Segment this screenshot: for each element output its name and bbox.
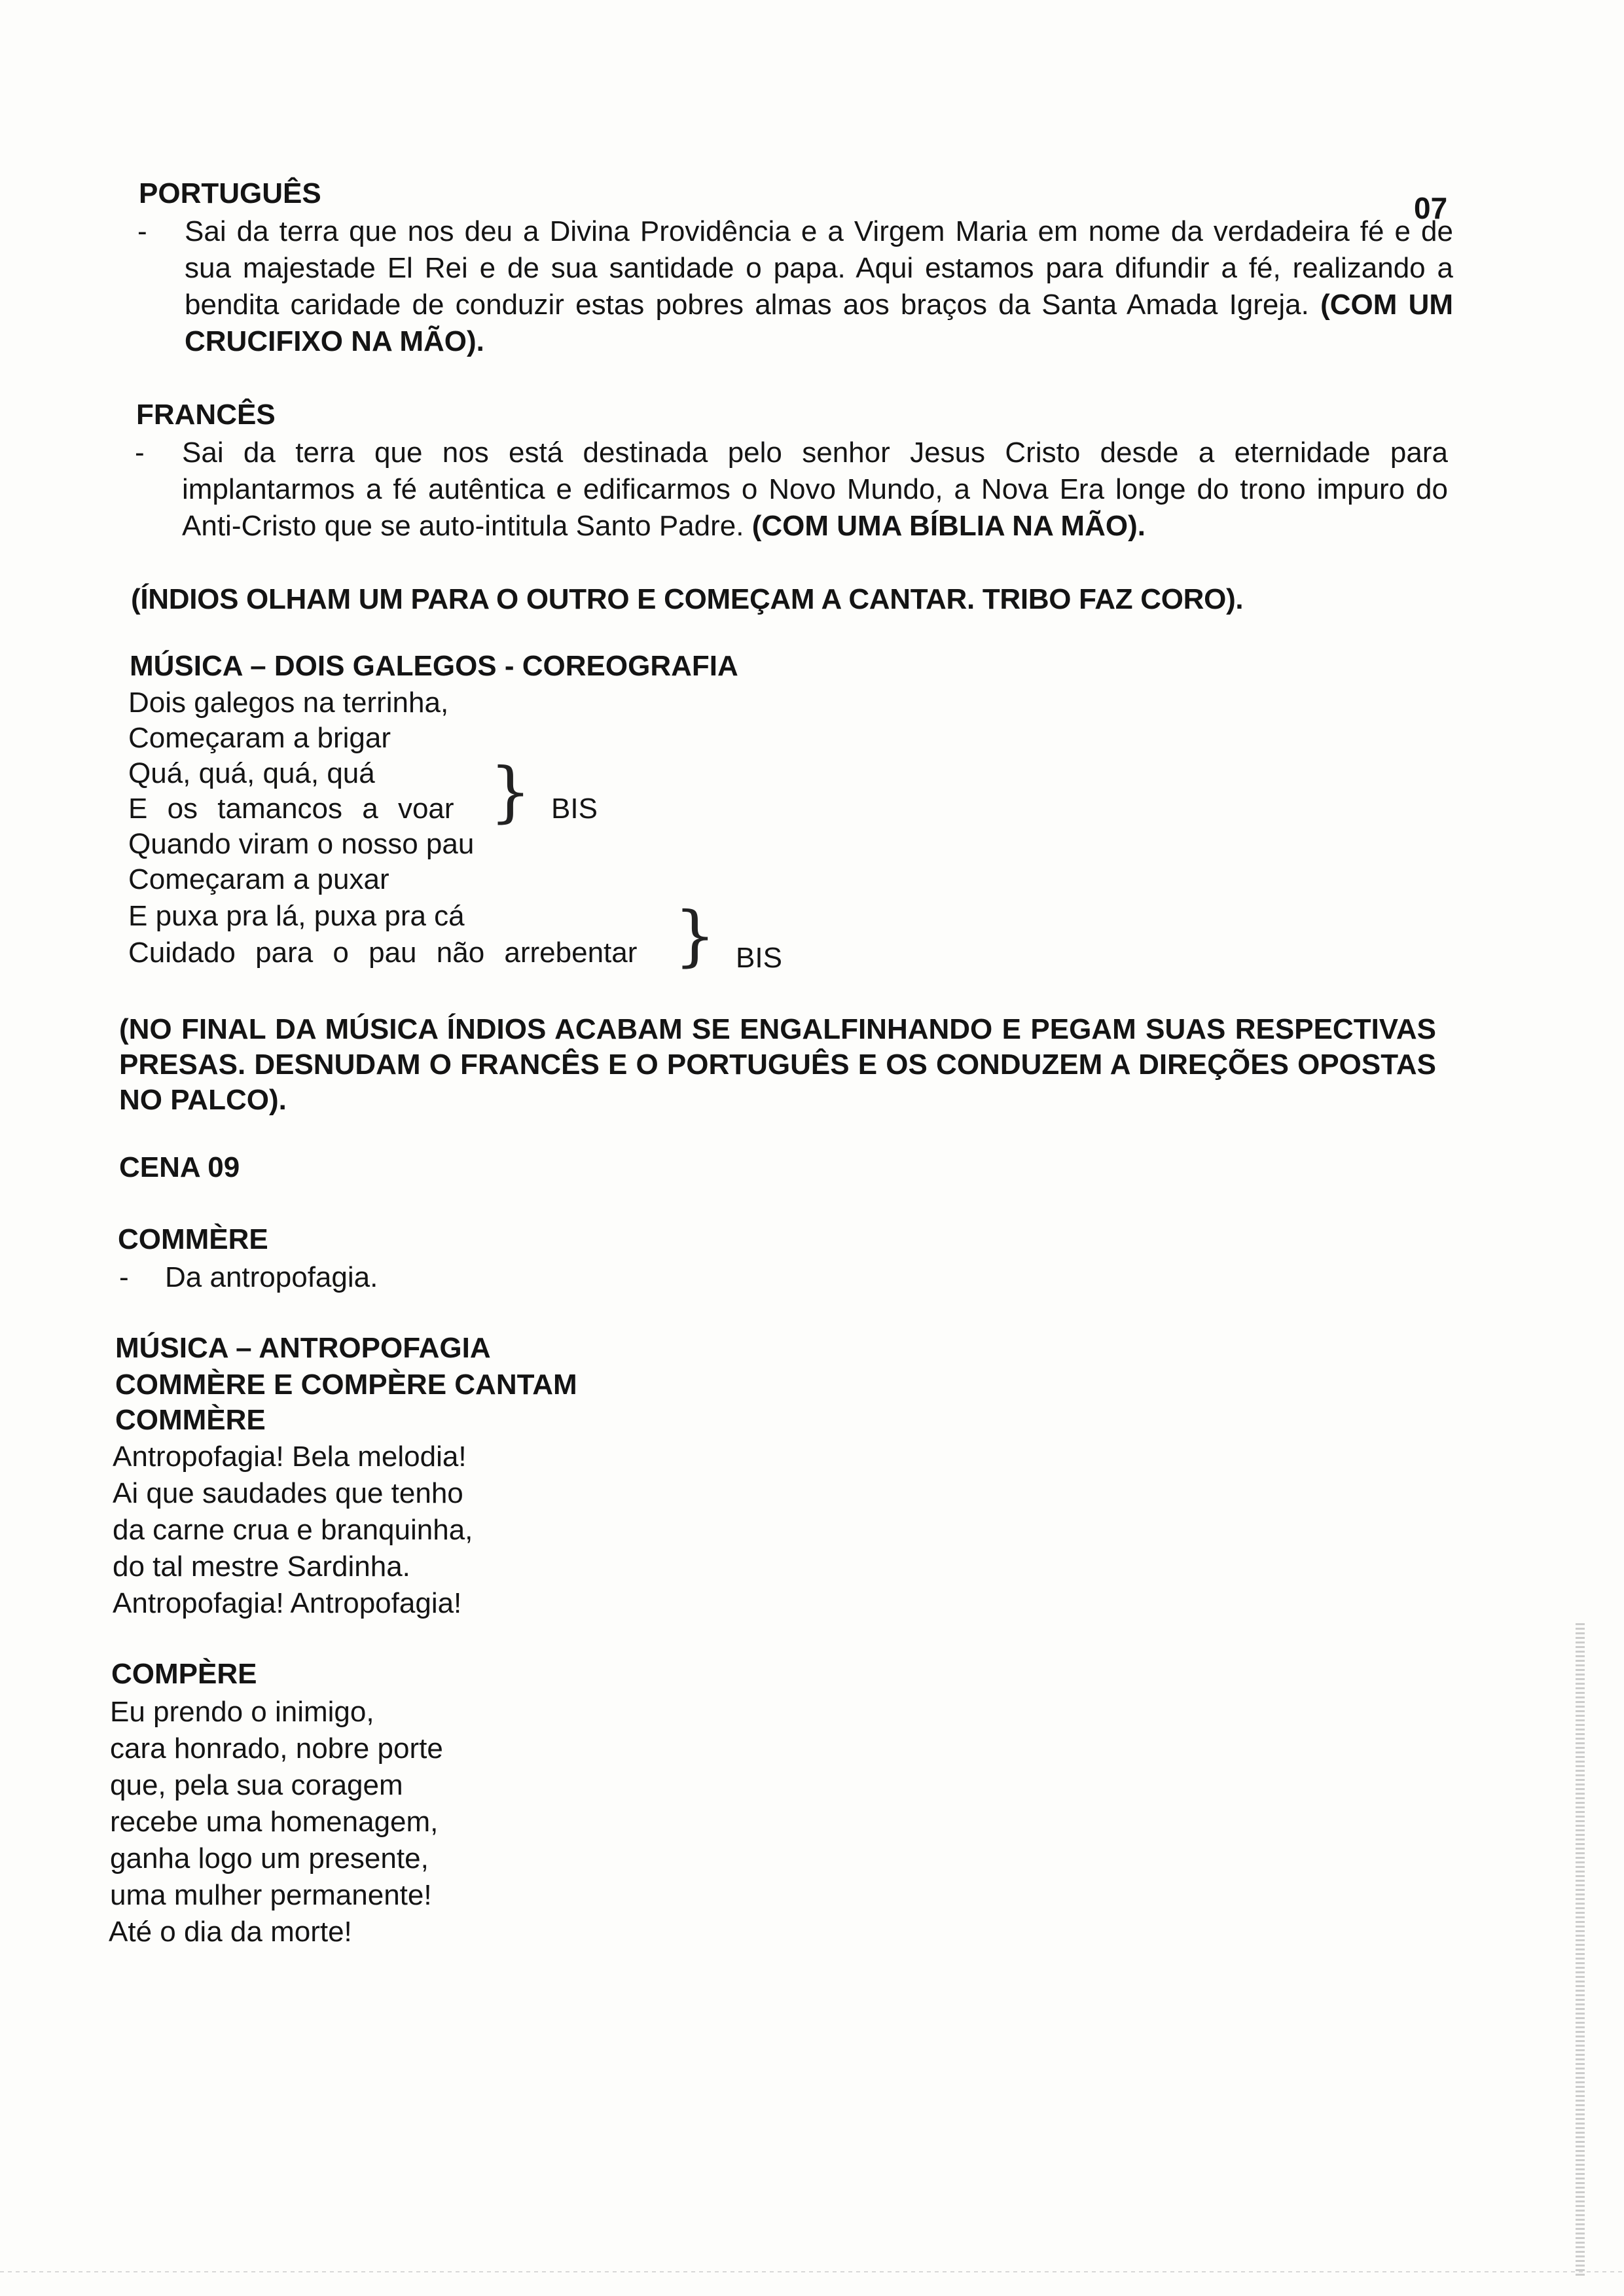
stage-direction-indios: (ÍNDIOS OLHAM UM PARA O OUTRO E COMEÇAM A CANTAR. TRIBO FAZ CORO). <box>131 583 1244 615</box>
lyric-line: Eu prendo o inimigo, <box>110 1696 374 1728</box>
lyric-line: Até o dia da morte! <box>109 1916 352 1948</box>
bis-label: BIS <box>551 793 598 825</box>
frances-block <box>135 435 1448 545</box>
commere-speech: Da antropofagia. <box>165 1261 378 1293</box>
lyric-line: Dois galegos na terrinha, <box>128 687 449 719</box>
lyric-line: ganha logo um presente, <box>110 1842 429 1874</box>
speaker-commere: COMMÈRE <box>118 1223 268 1255</box>
lyric-line: recebe uma homenagem, <box>110 1806 439 1838</box>
lyric-line: do tal mestre Sardinha. <box>113 1551 410 1583</box>
bis-label: BIS <box>736 942 782 974</box>
brace-icon: } <box>674 897 716 974</box>
song-singer-compere: COMPÈRE <box>111 1658 257 1690</box>
lyric-line: Antropofagia! Bela melodia! <box>113 1441 467 1473</box>
scan-edge-artifact <box>0 2271 1624 2272</box>
scene-title: CENA 09 <box>119 1151 240 1183</box>
lyric-line: Antropofagia! Antropofagia! <box>113 1587 462 1619</box>
lyric-line: E os tamancos a voar <box>128 793 454 825</box>
lyric-line: Começaram a brigar <box>128 722 391 754</box>
lyric-line: cara honrado, nobre porte <box>110 1732 443 1765</box>
lyric-line: que, pela sua coragem <box>110 1769 403 1801</box>
stage-direction-final-block <box>119 1012 1436 1118</box>
portugues-block <box>137 213 1453 360</box>
lyric-line: Cuidado para o pau não arrebentar <box>128 937 638 969</box>
lyric-line: Ai que saudades que tenho <box>113 1477 463 1509</box>
dash: - <box>137 215 147 247</box>
lyric-line: Quando viram o nosso pau <box>128 828 475 860</box>
song-singer-commere: COMMÈRE <box>115 1404 266 1436</box>
brace-icon: } <box>490 753 532 830</box>
lyric-line: E puxa pra lá, puxa pra cá <box>128 900 465 932</box>
portugues-text: Sai da terra que nos deu a Divina Providência e a Virgem Maria em nome da verdadeira fé e de sua majestade El Rei e de sua santidade o papa. Aqui estamos para difundir a fé, realizando a bendita caridade de conduzir estas pobres almas aos braços da Santa Amada Igreja. <box>185 215 1453 321</box>
portugues-speech <box>185 213 1453 360</box>
dash: - <box>135 437 145 469</box>
dash: - <box>119 1261 129 1293</box>
scan-edge-artifact <box>1576 1623 1585 2278</box>
frances-text: Sai da terra que nos está destinada pelo senhor Jesus Cristo desde a eternidade para implantarmos a fé autêntica e edificarmos o Novo Mundo, a Nova Era longe do trono impuro do Anti-Cristo que se auto-intitula Santo Padre. <box>182 437 1448 542</box>
page-number: 07 <box>1414 191 1448 225</box>
speaker-portugues: PORTUGUÊS <box>139 177 321 209</box>
portugues-stage-direction: (COM UM CRUCIFIXO NA MÃO). <box>185 289 1453 357</box>
song-title-antropofagia: MÚSICA – ANTROPOFAGIA <box>115 1332 491 1364</box>
song-subtitle: COMMÈRE E COMPÈRE CANTAM <box>115 1369 577 1401</box>
lyric-line: Começaram a puxar <box>128 863 389 895</box>
speaker-frances: FRANCÊS <box>136 399 276 431</box>
lyric-line: da carne crua e branquinha, <box>113 1514 473 1546</box>
song-title-dois-galegos: MÚSICA – DOIS GALEGOS - COREOGRAFIA <box>130 650 738 682</box>
lyric-line: Quá, quá, quá, quá <box>128 757 375 789</box>
stage-direction-final: (NO FINAL DA MÚSICA ÍNDIOS ACABAM SE ENGALFINHANDO E PEGAM SUAS RESPECTIVAS PRESAS. DESNUDAM O FRANCÊS E O PORTUGUÊS E OS CONDUZEM A DIREÇÕES OPOSTAS NO PALCO). <box>119 1013 1436 1116</box>
lyric-line: uma mulher permanente! <box>110 1879 432 1911</box>
frances-speech <box>182 435 1448 545</box>
frances-stage-direction: (COM UMA BÍBLIA NA MÃO). <box>751 510 1146 542</box>
